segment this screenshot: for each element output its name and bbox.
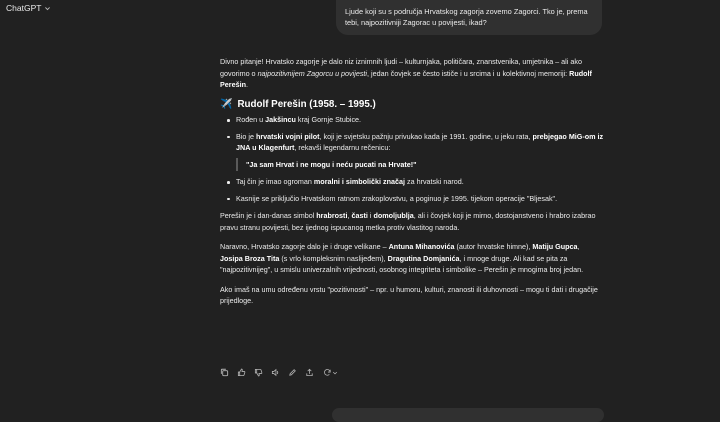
bold: Antuna Mihanovića — [388, 242, 455, 251]
message-composer[interactable] — [332, 408, 604, 422]
paragraph — [220, 210, 604, 233]
intro-paragraph — [220, 56, 604, 91]
bold: domoljublja — [373, 211, 414, 220]
text: za hrvatski narod. — [404, 177, 464, 186]
bullet-list — [220, 114, 604, 204]
text: kraj Gornje Stubice. — [295, 115, 362, 124]
text: , — [347, 211, 352, 220]
text: , koji je svjetsku pažnju privukao kada je 1991. godine, u jeku rata, — [319, 131, 533, 141]
regenerate-icon[interactable] — [322, 368, 338, 377]
bold: prebjegao MiG-om iz JNA u Klagenfurt — [236, 131, 604, 152]
text: Ako imaš na umu određenu vrstu "pozitivnosti" – npr. u humoru, kulturi, znanosti ili duhovnosti – mogu ti dati i drugačije prijedloge. — [220, 284, 598, 305]
text: , jedan čovjek se često ističe i u srcima i u kolektivnoj memoriji: — [367, 68, 570, 78]
edit-icon[interactable] — [288, 368, 297, 377]
bold: Dragutina Domjanića — [387, 253, 460, 263]
user-message-bubble — [336, 0, 602, 35]
bold: hrabrosti — [316, 211, 348, 220]
text: , rekavši legendarnu rečenicu: — [294, 143, 391, 152]
airplane-icon: ✈️ — [220, 98, 233, 110]
list-item — [230, 131, 604, 172]
model-selector[interactable] — [6, 3, 51, 13]
emphasis: najpozitivnijem Zagorcu u povijesti — [257, 68, 368, 78]
share-icon[interactable] — [305, 368, 314, 377]
bold: moralni i simbolički značaj — [313, 177, 405, 186]
text: Taj čin je imao ogroman — [236, 177, 314, 186]
message-actions — [220, 368, 338, 377]
text: Naravno, Hrvatsko zagorje dalo je i druge velikane – — [220, 242, 389, 251]
text: (autor hrvatske himne), — [454, 242, 533, 251]
text: Rođen u — [236, 115, 266, 124]
paragraph — [220, 284, 604, 307]
text: , — [577, 242, 580, 251]
text: Kasnije se priključio Hrvatskom ratnom zrakoplovstvu, a poginuo je 1995. tijekom operacije "Bljesak". — [236, 193, 558, 203]
bold: Matiju Gupca — [532, 242, 578, 251]
text: i — [367, 211, 374, 220]
chevron-down-icon — [332, 370, 338, 376]
model-name: ChatGPT — [6, 3, 42, 13]
text: . — [245, 80, 248, 89]
speaker-icon[interactable] — [271, 368, 280, 377]
text: Perešin je i dan-danas simbol — [220, 211, 317, 220]
bold: Jakšincu — [265, 115, 296, 124]
text: Divno pitanje! Hrvatsko zagorje je dalo niz iznimnih ljudi – kulturnjaka, političara, znanstvenika, umjetnika – ali ako govorimo o — [220, 57, 582, 78]
list-item — [230, 176, 604, 188]
quote-block — [236, 158, 604, 172]
text: , ali i čovjek koji je mirno, dostojanstveno i hrabro izabrao pravu stranu povijesti, bez ijednog ispucanog metka protiv vlastitog naroda. — [220, 211, 596, 232]
text: (s vrlo kompleksnim naslijeđem), — [279, 253, 388, 263]
assistant-message — [220, 56, 604, 315]
quote-text: "Ja sam Hrvat i ne mogu i neću pucati na Hrvate!" — [246, 159, 417, 169]
bold: časti — [351, 211, 368, 220]
list-item — [230, 114, 604, 126]
copy-icon[interactable] — [220, 368, 229, 377]
bold: hrvatski vojni pilot — [255, 131, 320, 141]
paragraph — [220, 241, 604, 276]
text: , i mnoge druge. Ali kad se pita za "najpozitivnijeg", u smislu univerzalnih vrijednosti, osobnog integriteta i simbolike – Perešin je mnogima broj jedan. — [220, 253, 584, 274]
bold: Josipa Broza Tita — [220, 253, 280, 263]
bold: Rudolf Perešin — [220, 68, 592, 89]
heading-text: Rudolf Perešin (1958. – 1995.) — [237, 98, 376, 110]
thumbs-down-icon[interactable] — [254, 368, 263, 377]
chevron-down-icon — [44, 5, 51, 12]
text: Bio je — [236, 131, 256, 141]
user-message-text: Ljude koji su s područja Hrvatskog zagorja zovemo Zagorci. Tko je, prema tebi, najpozitivniji Zagorac u povijesti, ikad? — [345, 7, 588, 27]
section-heading — [220, 99, 604, 111]
thumbs-up-icon[interactable] — [237, 368, 246, 377]
list-item — [230, 193, 604, 205]
